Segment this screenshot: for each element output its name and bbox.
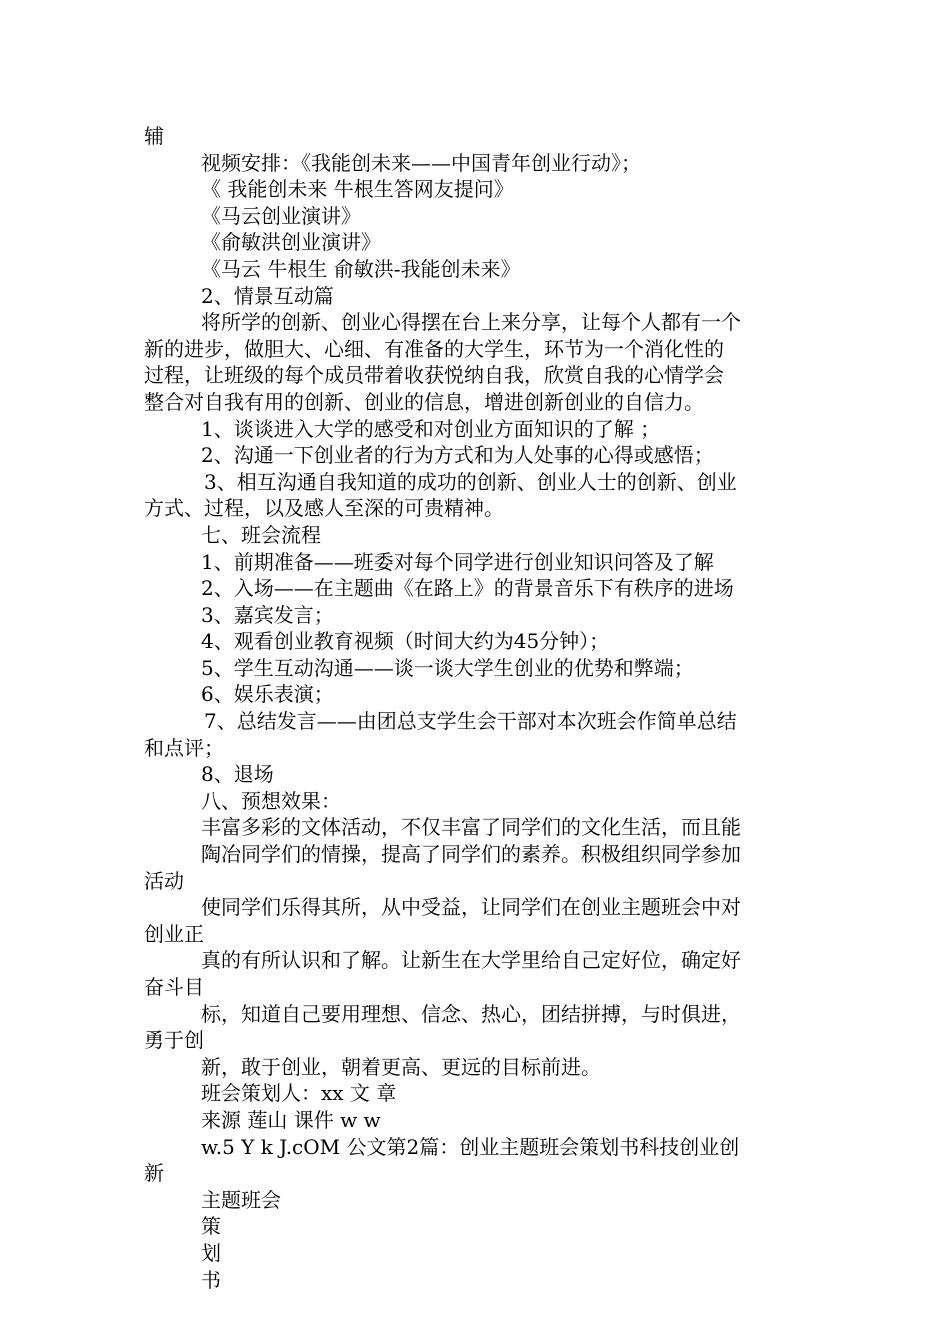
text-line: 活动 xyxy=(144,868,184,893)
text-line: 创业正 xyxy=(144,921,204,946)
text-line: 辅 xyxy=(144,124,164,148)
text-line: 标，知道自己要用理想、信念、热心，团结拼搏，与时俱进， xyxy=(201,1001,741,1026)
text-line: 丰富多彩的文体活动，不仅丰富了同学们的文化生活，而且能 xyxy=(201,815,741,840)
text-line: 3、相互沟通自我知道的成功的创新、创业人士的创新、创业 xyxy=(204,469,737,494)
text-line: 3、嘉宾发言； xyxy=(201,602,334,627)
text-line: 将所学的创新、创业心得摆在台上来分享，让每个人都有一个 xyxy=(201,310,741,335)
text-line: 班会策划人：xx 文 章 xyxy=(201,1081,397,1106)
text-line: 使同学们乐得其所，从中受益，让同学们在创业主题班会中对 xyxy=(201,895,741,920)
text-line: 4、观看创业教育视频（时间大约为45分钟）； xyxy=(201,629,610,654)
text-line: w.5 Y k J.cOM 公文第2篇：创业主题班会策划书科技创业创 xyxy=(201,1134,740,1159)
text-line: 2、沟通一下创业者的行为方式和为人处事的心得或感悟； xyxy=(201,443,714,468)
text-line: 策 xyxy=(201,1214,221,1239)
text-line: 主题班会 xyxy=(201,1187,281,1212)
text-line: 《马云 牛根生 俞敏洪-我能创未来》 xyxy=(201,256,521,281)
text-line: 新 xyxy=(144,1161,164,1186)
text-line: 七、班会流程 xyxy=(201,522,321,547)
text-line: 书 xyxy=(201,1267,221,1292)
text-line: 8、退场 xyxy=(201,762,274,787)
document-body xyxy=(144,123,808,1293)
text-line: 奋斗目 xyxy=(144,975,204,999)
text-line: 5、学生互动沟通——谈一谈大学生创业的优势和弊端； xyxy=(201,655,694,680)
text-line: 和点评； xyxy=(144,735,224,760)
text-line: 1、前期准备——班委对每个同学进行创业知识问答及了解 xyxy=(201,549,714,574)
text-line: 陶冶同学们的情操，提高了同学们的素养。积极组织同学参加 xyxy=(201,842,741,867)
text-line: 八、预想效果： xyxy=(201,788,341,813)
text-line: 《 我能创未来 牛根生答网友提问》 xyxy=(201,177,514,202)
text-line: 勇于创 xyxy=(144,1028,204,1053)
text-line: 《马云创业演讲》 xyxy=(201,203,361,228)
text-line: 新，敢于创业，朝着更高、更远的目标前进。 xyxy=(201,1054,601,1079)
text-line: 来源 莲山 课件 w w xyxy=(201,1107,381,1132)
text-line: 过程，让班级的每个成员带着收获悦纳自我，欣赏自我的心情学会 xyxy=(144,363,724,388)
text-line: 2、入场——在主题曲《在路上》的背景音乐下有秩序的进场 xyxy=(201,576,734,601)
text-line: 《俞敏洪创业演讲》 xyxy=(201,230,381,255)
text-line: 2、情景互动篇 xyxy=(201,283,334,308)
text-line: 方式、过程，以及感人至深的可贵精神。 xyxy=(144,496,504,521)
text-line: 7、总结发言——由团总支学生会干部对本次班会作简单总结 xyxy=(204,709,737,734)
text-line: 划 xyxy=(201,1240,221,1265)
text-line: 整合对自我有用的创新、创业的信息，增进创新创业的自信力。 xyxy=(144,389,704,414)
text-line: 新的进步，做胆大、心细、有准备的大学生，环节为一个消化性的 xyxy=(144,336,724,361)
text-line: 6、娱乐表演； xyxy=(201,682,334,707)
text-line: 真的有所认识和了解。让新生在大学里给自己定好位，确定好 xyxy=(201,948,741,973)
text-line: 视频安排：《我能创未来——中国青年创业行动》； xyxy=(201,150,641,175)
text-line: 1、谈谈进入大学的感受和对创业方面知识的了解 ； xyxy=(201,416,661,441)
